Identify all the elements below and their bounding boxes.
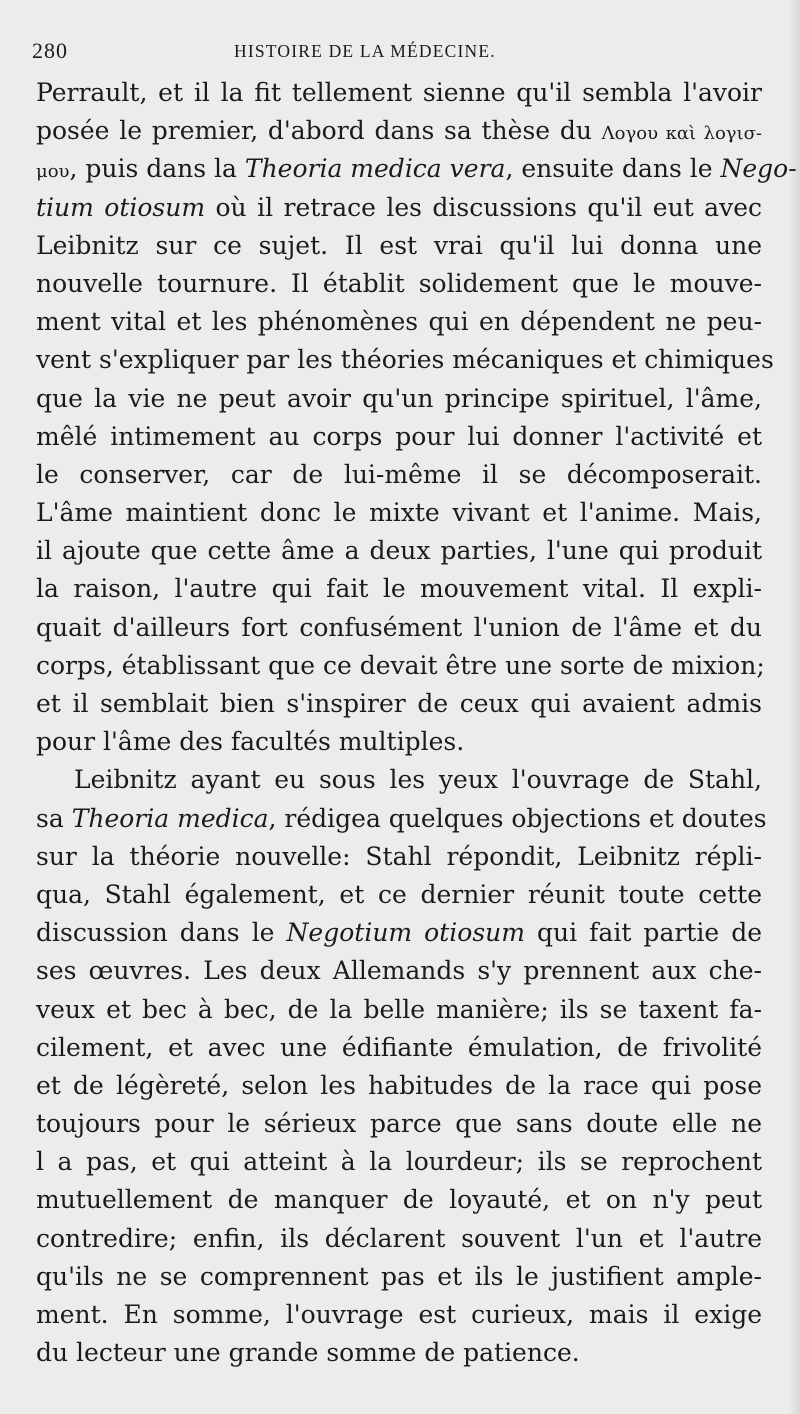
greek-text: Λογου καὶ λογισ- — [601, 123, 762, 145]
italic-title: tium otiosum — [36, 192, 206, 222]
text-span: sur la théorie nouvelle: Stahl répondit, Leibnitz répli- — [36, 841, 762, 871]
text-line — [36, 914, 762, 952]
text-span: sa — [36, 803, 72, 833]
greek-text: μου — [36, 161, 70, 183]
italic-title: Theoria medica vera — [244, 154, 506, 184]
text-span: il ajoute que cette âme a deux parties, l'une qui produit — [36, 536, 762, 566]
text-line — [36, 761, 762, 799]
text-line — [36, 189, 762, 227]
text-span: le conserver, car de lui-même il se décomposerait. — [36, 459, 762, 489]
text-span: ment. En somme, l'ouvrage est curieux, mais il exige — [36, 1300, 762, 1329]
text-line — [36, 74, 762, 112]
italic-title: Negotium otiosum — [286, 918, 525, 948]
text-span: quait d'ailleurs fort confusément l'union de l'âme et du — [36, 612, 762, 642]
text-span: Leibnitz sur ce sujet. Il est vrai qu'il lui donna une — [36, 230, 762, 260]
text-line — [36, 838, 762, 876]
text-span: , ensuite dans le — [505, 154, 721, 184]
text-span: posée le premier, d'abord dans sa thèse du — [36, 116, 602, 146]
paragraph — [36, 74, 797, 761]
text-span: ses œuvres. Les deux Allemands s'y prennent aux che- — [36, 956, 762, 986]
text-span: mêlé intimement au corps pour lui donner l'activité et — [36, 421, 762, 451]
text-line — [36, 1220, 762, 1258]
text-line — [36, 1143, 762, 1181]
text-line — [36, 1105, 762, 1143]
text-span: que la vie ne peut avoir qu'un principe spirituel, l'âme, — [36, 383, 762, 413]
text-line — [36, 532, 762, 570]
paragraph — [36, 761, 767, 1372]
text-span: discussion dans le — [36, 918, 287, 948]
text-line — [36, 609, 762, 647]
text-span: Perrault, et il la fit tellement sienne qu'il sembla l'avoir — [36, 78, 762, 107]
text-line — [36, 685, 762, 723]
text-span: , puis dans la — [69, 154, 245, 184]
text-span: et de légèreté, selon les habitudes de la race qui pose — [36, 1070, 762, 1100]
text-line — [36, 227, 762, 265]
text-span: corps, établissant que ce devait être une sorte de mixion; — [36, 650, 765, 680]
body-text — [36, 74, 797, 1372]
text-line — [36, 1258, 762, 1296]
text-span: veux et bec à bec, de la belle manière; ils se taxent fa- — [36, 994, 762, 1024]
text-span: qu'ils ne se comprennent pas et ils le justifient ample- — [36, 1261, 762, 1291]
text-line — [36, 112, 762, 150]
text-line — [36, 341, 774, 379]
text-line — [36, 723, 762, 761]
page-number: 280 — [32, 38, 68, 63]
text-line — [36, 456, 762, 494]
italic-title: Theoria medica — [71, 803, 269, 833]
text-line — [36, 494, 762, 532]
text-line — [36, 150, 797, 188]
text-span: qui fait partie de — [524, 918, 762, 948]
text-line — [36, 647, 765, 685]
text-span: ment vital et les phénomènes qui en dépendent ne peu- — [36, 307, 762, 337]
text-span: et il semblait bien s'inspirer de ceux qui avaient admis — [36, 689, 762, 718]
text-line — [36, 1181, 762, 1219]
text-span: l a pas, et qui atteint à la lourdeur; ils se reprochent — [36, 1147, 762, 1177]
text-span: L'âme maintient donc le mixte vivant et l'anime. Mais, — [36, 498, 762, 528]
text-span: mutuellement de manquer de loyauté, et on n'y peut — [36, 1185, 762, 1215]
text-line — [36, 1334, 762, 1372]
italic-title: Nego- — [720, 154, 797, 184]
text-span: où il retrace les discussions qu'il eut avec — [205, 192, 762, 222]
text-line — [36, 991, 762, 1029]
text-line — [36, 303, 762, 341]
text-span: du lecteur une grande somme de patience. — [36, 1338, 580, 1368]
text-span: vent s'expliquer par les théories mécaniques et chimiques — [36, 345, 774, 375]
text-line — [36, 570, 762, 608]
page-edge-shadow — [788, 0, 800, 1414]
text-span: contredire; enfin, ils déclarent souvent l'un et l'autre — [36, 1223, 762, 1253]
text-line — [36, 800, 767, 838]
running-head: HISTOIRE DE LA MÉDECINE. — [234, 41, 496, 61]
text-span: la raison, l'autre qui fait le mouvement vital. Il expli- — [36, 574, 762, 604]
text-line — [36, 1029, 762, 1067]
text-span: Leibnitz ayant eu sous les yeux l'ouvrage de Stahl, — [74, 765, 762, 795]
text-line — [36, 265, 762, 303]
text-span: pour l'âme des facultés multiples. — [36, 727, 465, 757]
text-span: , rédigea quelques objections et doutes — [268, 803, 767, 833]
text-line — [36, 1296, 762, 1334]
text-span: cilement, et avec une édifiante émulation, de frivolité — [36, 1032, 762, 1062]
text-span: nouvelle tournure. Il établit solidement que le mouve- — [36, 268, 762, 298]
text-span: qua, Stahl également, et ce dernier réunit toute cette — [36, 879, 762, 909]
text-line — [36, 952, 762, 990]
text-line — [36, 380, 762, 418]
text-span: toujours pour le sérieux parce que sans doute elle ne — [36, 1109, 762, 1139]
text-line — [36, 1067, 762, 1105]
text-line — [36, 876, 762, 914]
text-line — [36, 418, 762, 456]
page-header — [32, 38, 592, 68]
